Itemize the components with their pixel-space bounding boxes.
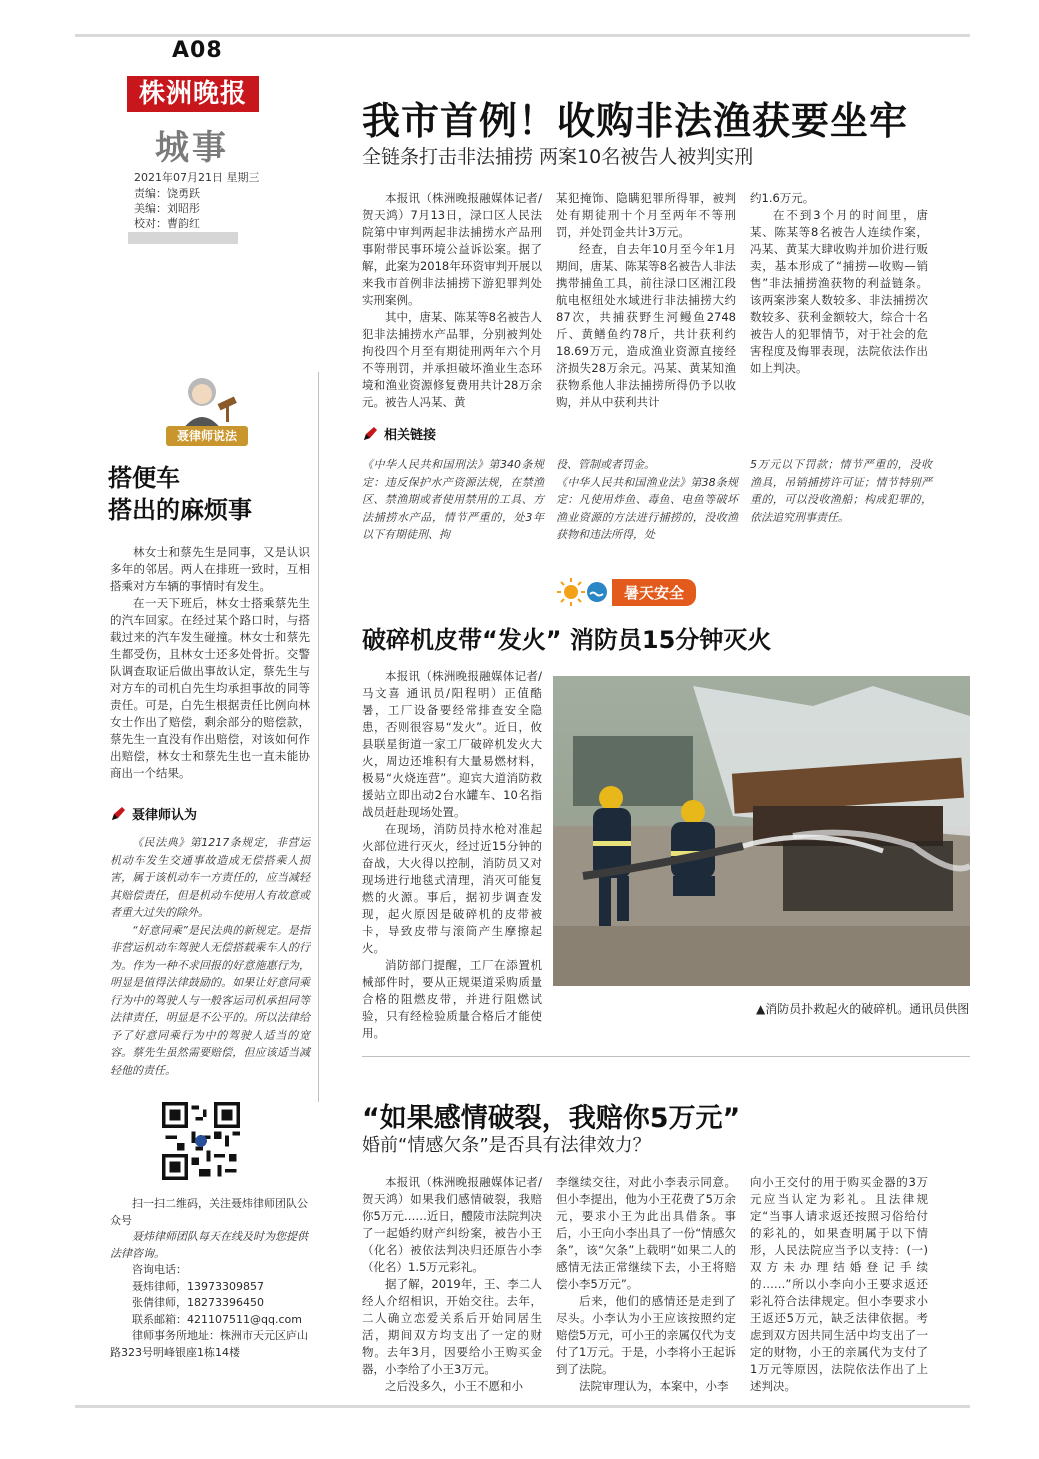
story1-column-3 — [750, 190, 928, 377]
story2-body — [362, 668, 542, 1042]
left-story — [110, 544, 310, 782]
story3-paragraph: 向小王交付的用于购买金器的3万元应当认定为彩礼。且法律规定“当事人请求返还按照习俗给付的彩礼的，如果查明属于以下情形，人民法院应当予以支持：(一)双方未办理结婚登记手续的……”所以小李向小王要求返还彩礼符合法律规定。但小李要求小王返还5万元，缺乏法律依据。考虑到双方因共同生活中均支出了一定的财物，小王的亲属代为支付了1万元等原因，法院依法作出了上述判决。 — [750, 1175, 928, 1393]
service-note: 聂炜律师团队每天在线及时为您提供法律咨询。 — [110, 1230, 308, 1260]
related-text: 5万元以下罚款；情节严重的，没收渔具，吊销捕捞许可证；情节特别严重的，可以没收渔船；构成犯罪的，依法追究刑事责任。 — [750, 458, 932, 524]
story1-paragraph: 在不到3个月的时间里，唐某、陈某等8名被告人连续作案，冯某、黄某大肆收购并加价进行贩卖，基本形成了“捕捞—收购—销售”非法捕捞渔获物的利益链条。该两案涉案人数较多、非法捕捞次数较多、获利金额较大，综合十名被告人的犯罪情节，对于社会的危害程度及悔罪表现，法院依法作出如上判决。 — [750, 208, 928, 375]
story2-headline: 破碎机皮带“发火” 消防员15分钟灭火 — [362, 626, 772, 654]
story3-paragraph: 法院审理认为，本案中，小李 — [579, 1379, 729, 1393]
related-column-1 — [362, 456, 544, 544]
left-story-paragraph: 林女士和蔡先生是同事，又是认识多年的邻居。两人在排班一致时，互相搭乘对方车辆的事情时有发生。 — [110, 545, 310, 593]
summer-safety-label: 暑天安全 — [612, 579, 696, 606]
story3-subheadline: 婚前“情感欠条”是否具有法律效力？ — [362, 1135, 651, 1156]
story1-paragraph: 某犯掩饰、隐瞒犯罪所得罪，被判处有期徒刑十个月至两年不等刑罚，并处罚金共计3万元。 — [556, 191, 736, 239]
left-story-paragraph: 在一天下班后，林女士搭乘蔡先生的汽车回家。在经过某个路口时，与搭载过来的汽车发生碰撞。林女士和蔡先生都受伤，且林女士还多处骨折。交警队调查取证后做出事故认定，蔡先生与对方车的司机白先生均承担事故的同等责任。可是，白先生根据责任比例向林女士作出了赔偿，剩余部分的赔偿款，蔡先生一直没有作出赔偿，对该如何作出赔偿，林女士和蔡先生也一直未能协商出一个结果。 — [110, 596, 310, 780]
related-column-2 — [556, 456, 738, 544]
related-text: 《中华人民共和国刑法》第340条规定：违反保护水产资源法规，在禁渔区、禁渔期或者使用禁用的工具、方法捕捞水产品，情节严重的，处3年以下有期徒刑、拘 — [362, 458, 544, 541]
story3-paragraph: 后来，他们的感情还是走到了尽头。小李认为小王应该按照约定赔偿5万元，可小王的亲属仅代为支付了1万元。于是，小李将小王起诉到了法院。 — [556, 1294, 736, 1376]
credit-designer: 美编：刘昭彤 — [134, 202, 200, 215]
sun-icon — [556, 577, 586, 607]
pencil-tag-icon — [362, 426, 378, 442]
story3-column-3 — [750, 1174, 928, 1395]
left-headline-line2: 搭出的麻烦事 — [108, 496, 252, 524]
story2-paragraph: 在现场，消防员持水枪对准起火部位进行灭火，经过近15分钟的奋战，大火得以控制，消防员又对现场进行地毯式清理，消灭可能复燃的火源。事后，据初步调查发现，起火原因是破碎机的皮带被卡，导致皮带与滚筒产生摩擦起火。 — [362, 822, 542, 955]
lawyer-badge: 聂律师说法 — [166, 426, 248, 446]
lawyer-opinion-label: 聂律师认为 — [132, 808, 198, 823]
story1-paragraph: 本报讯（株洲晚报融媒体记者/贺天鸿）7月13日，渌口区人民法院第中审判两起非法捕捞水产品刑事附带民事环境公益诉讼案。据了解，此案为2018年环资审判开展以来我市首例非法捕捞下游犯罪判处实刑案例。 — [362, 191, 542, 307]
story3-paragraph: 之后没多久，小王不愿和小 — [385, 1379, 523, 1393]
contact-line: 联系邮箱：421107511@qq.com — [132, 1312, 302, 1326]
credit-editor: 责编：饶勇跃 — [134, 187, 200, 200]
story1-headline: 我市首例！收购非法渔获要坐牢 — [362, 99, 909, 143]
story2-paragraph: 本报讯（株洲晚报融媒体记者/马文喜 通讯员/阳程明）正值酷暑，工厂设备要经常排查安全隐患，否则很容易“发火”。近日，攸县联星街道一家工厂破碎机发火大火，周边还堆积有大量易燃材料，极易“火烧连营”。迎宾大道消防救援站立即出动2台水罐车、10名指战员赶赴现场处置。 — [362, 669, 542, 819]
lawyer-opinion-tag — [110, 804, 197, 823]
top-rule — [75, 34, 970, 37]
story3-paragraph: 本报讯（株洲晚报融媒体记者/贺天鸿）如果我们感情破裂，我赔你5万元……近日，醴陵市法院判决了一起婚约财产纠纷案，被告小王（化名）被依法判决归还原告小李（化名）1.5万元彩礼。 — [362, 1175, 542, 1274]
related-text: 役、管制或者罚金。 《中华人民共和国渔业法》第38条规定：凡使用炸鱼、毒鱼、电鱼等破坏渔业资源的方法进行捕捞的，没收渔获物和违法所得，处 — [556, 458, 738, 541]
photo-caption: ▲消防员扑救起火的破碎机。通讯员供图 — [756, 1002, 970, 1016]
firefighters-photo — [553, 676, 970, 986]
summer-safety-banner — [556, 577, 696, 607]
page-number: A08 — [172, 38, 223, 63]
header-bar — [128, 232, 238, 244]
story3-column-1 — [362, 1174, 542, 1395]
related-column-3 — [750, 456, 932, 526]
contact-line: 聂炜律师，13973309857 — [132, 1279, 264, 1293]
contact-block — [110, 1196, 310, 1361]
bottom-rule — [75, 1405, 970, 1408]
story1-column-2 — [556, 190, 736, 411]
newspaper-masthead: 株洲晚报 — [127, 76, 259, 112]
pencil-tag-icon — [110, 806, 126, 822]
section-divider — [362, 1056, 970, 1057]
swim-wave-icon — [586, 581, 608, 603]
related-links-tag — [362, 424, 436, 443]
story1-column-1 — [362, 190, 542, 411]
story3-headline: “如果感情破裂，我赔你5万元” — [362, 1103, 741, 1134]
left-headline-line1: 搭便车 — [108, 464, 180, 492]
story2-paragraph: 消防部门提醒，工厂在添置机械部件时，要从正规渠道采购质量合格的阻燃皮带，并进行阻燃试验，只有经检验质量合格后才能使用。 — [362, 958, 542, 1040]
story3-column-2 — [556, 1174, 736, 1395]
story3-paragraph: 李继续交往，对此小李表示同意。但小李提出，他为小王花费了5万余元，要求小王为此出具借条。事后，小王向小李出具了一份“情感欠条”，该“欠条”上载明“如果二人的感情无法正常继续下去，小王将赔偿小李5万元”。 — [556, 1175, 736, 1291]
opinion-paragraph: “好意同乘”是民法典的新规定。是指非营运机动车驾驶人无偿搭载乘车人的行为。作为一种不求回报的好意施惠行为，明显是值得法律鼓励的。如果让好意同乘行为中的驾驶人与一般客运司机承担同等法律责任，明显是不公平的。所以法律给予了好意同乘行为中的驾驶人适当的宽容。蔡先生虽然需要赔偿，但应该适当减轻他的责任。 — [110, 923, 310, 1077]
section-title: 城事 — [155, 128, 229, 168]
opinion-paragraph: 《民法典》第1217条规定，非营运机动车发生交通事故造成无偿搭乘人损害，属于该机动车一方责任的，应当减轻其赔偿责任，但是机动车使用人有故意或者重大过失的除外。 — [110, 836, 310, 919]
story1-paragraph: 其中，唐某、陈某等8名被告人犯非法捕捞水产品罪，分别被判处拘役四个月至有期徒刑两年六个月不等刑罚，并承担破坏渔业生态环境和渔业资源修复费用共计28万余元。被告人冯某、黄 — [362, 310, 542, 409]
contact-line: 张倩律师，18273396450 — [132, 1296, 264, 1309]
lawyer-opinion — [110, 834, 310, 1079]
related-links-label: 相关链接 — [384, 428, 437, 443]
story1-paragraph: 经查，自去年10月至今年1月期间，唐某、陈某等8名被告人非法携带捕鱼工具，前往渌口区湘江段航电枢纽处水域进行非法捕捞大约87次，共捕获野生河鳗鱼2748斤、黄鳝鱼约78斤，共计获利约18.69万元，造成渔业资源直接经济损失28万余元。冯某、黄某知渔获物系他人非法捕捞所得仍予以收购，并从中获利共计 — [556, 242, 736, 409]
contact-line: 律师事务所地址：株洲市天元区庐山路323号明峰银座1栋14楼 — [110, 1329, 308, 1359]
qr-code-icon[interactable] — [162, 1102, 240, 1180]
credit-proofreader: 校对：曹韵红 — [134, 217, 200, 230]
story1-paragraph: 约1.6万元。 — [750, 191, 815, 205]
left-headline — [108, 462, 252, 526]
issue-date: 2021年07月21日 星期三 — [134, 171, 260, 184]
story1-subheadline: 全链条打击非法捕捞 两案10名被告人被判实刑 — [362, 146, 754, 168]
contact-line: 咨询电话： — [132, 1263, 187, 1276]
qr-caption: 扫一扫二维码，关注聂炜律师团队公众号 — [110, 1197, 308, 1227]
column-divider — [318, 372, 319, 1102]
story3-paragraph: 据了解，2019年，王、李二人经人介绍相识，开始交往。去年，二人确立恋爱关系后开始同居生活，期间双方均支出了一定的财物。去年3月，因要给小王购买金器，小李给了小王3万元。 — [362, 1277, 542, 1376]
